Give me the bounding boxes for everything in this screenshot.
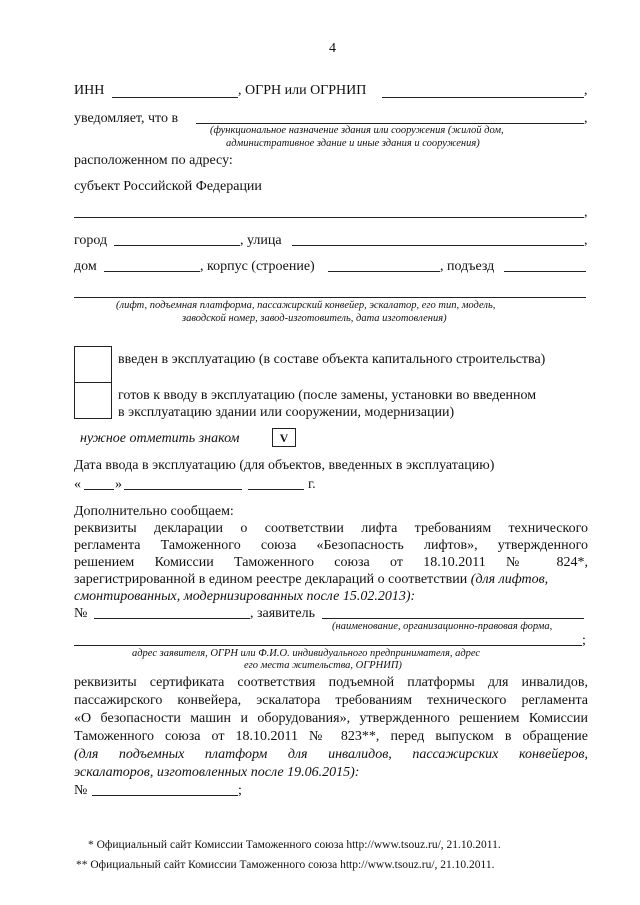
equipment-field[interactable] <box>74 297 586 298</box>
applicant-address-hint-2: его места жительства, ОГРНИП) <box>244 660 402 671</box>
street-field[interactable] <box>292 245 584 246</box>
applicant-label: , заявитель <box>250 606 315 621</box>
footnote-2-mark: ** <box>76 859 88 871</box>
footnote-1-text: Официальный сайт Комиссии Таможенного союза http://www.tsouz.ru/, 21.10.2011. <box>96 839 501 851</box>
certificate-line-4: Таможенного союза от 18.10.2011 № 823**, перед выпуском в обращение <box>74 729 588 744</box>
additional-heading: Дополнительно сообщаем: <box>74 504 234 519</box>
declaration-line-2: регламента Таможенного союза «Безопасность лифтов», утвержденного <box>74 538 588 553</box>
commissioning-day-field[interactable] <box>84 489 114 490</box>
mark-note: нужное отметить знаком <box>80 431 240 446</box>
entrance-field[interactable] <box>504 271 586 272</box>
certificate-line-6: эскалаторов, изготовленных после 19.06.2015): <box>74 765 360 780</box>
declaration-line-3: решением Комиссии Таможенного союза от 18.10.2011 № 824*, <box>74 555 588 570</box>
page-number: 4 <box>329 41 336 56</box>
certificate-line-5: (для подъемных платформ для инвалидов, пассажирских конвейеров, <box>74 747 588 762</box>
declaration-number-label: № <box>74 606 88 621</box>
mark-sample-box <box>272 428 296 447</box>
declaration-line-5: смонтированных, модернизированных после 15.02.2013): <box>74 589 416 604</box>
subject-comma: , <box>584 205 588 220</box>
declaration-line-1: реквизиты декларации о соответствии лифта требованиям технического <box>74 521 588 536</box>
certificate-line-2: пассажирского конвейера, эскалатора требованиям технического регламента <box>74 693 588 708</box>
certificate-semicolon: ; <box>238 783 242 798</box>
applicant-address-field[interactable] <box>74 645 582 646</box>
commissioning-year-field[interactable] <box>248 489 304 490</box>
checkbox-ready[interactable] <box>74 382 112 419</box>
year-suffix: г. <box>308 477 316 492</box>
applicant-address-hint-1: адрес заявителя, ОГРН или Ф.И.О. индивидуального предпринимателя, адрес <box>132 648 481 659</box>
house-field[interactable] <box>104 271 200 272</box>
building-purpose-field[interactable] <box>196 123 584 124</box>
address-label: расположенном по адресу: <box>74 153 233 168</box>
declaration-line-4-italic: (для лифтов, <box>470 572 549 587</box>
notifies-comma: , <box>584 111 588 126</box>
notifies-label: уведомляет, что в <box>74 111 179 126</box>
ogrn-field[interactable] <box>382 97 584 98</box>
subject-label: субъект Российской Федерации <box>74 179 262 194</box>
entrance-label: , подъезд <box>440 259 495 274</box>
house-label: дом <box>74 259 97 274</box>
quote-open: « <box>74 477 81 492</box>
equipment-hint-1: (лифт, подъемная платформа, пассажирский конвейер, эскалатор, его тип, модель, <box>116 300 496 311</box>
quote-close: » <box>115 477 122 492</box>
applicant-semicolon: ; <box>582 633 586 648</box>
commissioning-month-field[interactable] <box>124 489 242 490</box>
street-comma: , <box>584 233 588 248</box>
option-commissioned: введен в эксплуатацию (в составе объекта капитального строительства) <box>118 352 546 367</box>
declaration-line-4-plain: зарегистрированной в едином реестре деклараций о соответствии <box>74 572 468 587</box>
street-label: , улица <box>240 233 282 248</box>
equipment-hint-2: заводской номер, завод-изготовитель, дата изготовления) <box>182 313 447 324</box>
building-field[interactable] <box>328 271 440 272</box>
subject-field[interactable] <box>74 217 584 218</box>
footnote-1-mark: * <box>88 839 94 851</box>
applicant-field[interactable] <box>322 618 584 619</box>
building-purpose-hint-2: административное здание и иные здания и сооружения) <box>226 138 480 149</box>
ogrn-label: , ОГРН или ОГРНИП <box>238 83 367 98</box>
footnote-2-text: Официальный сайт Комиссии Таможенного союза http://www.tsouz.ru/, 21.10.2011. <box>90 859 495 871</box>
inn-row-comma: , <box>584 83 588 98</box>
inn-field[interactable] <box>112 97 238 98</box>
building-purpose-hint-1: (функциональное назначение здания или сооружения (жилой дом, <box>210 125 504 136</box>
declaration-number-field[interactable] <box>94 618 250 619</box>
city-field[interactable] <box>114 245 240 246</box>
certificate-line-3: «О безопасности машин и оборудования», утвержденного решением Комиссии <box>74 711 588 726</box>
footnote-1 <box>88 837 501 854</box>
inn-label: ИНН <box>74 83 105 98</box>
checkbox-commissioned[interactable] <box>74 346 112 383</box>
city-label: город <box>74 233 108 248</box>
building-label: , корпус (строение) <box>200 259 315 274</box>
certificate-line-1: реквизиты сертификата соответствия подъемной платформы для инвалидов, <box>74 675 588 690</box>
option-ready-1: готов к вводу в эксплуатацию (после замены, установки во введенном <box>118 388 537 403</box>
declaration-line-4 <box>74 571 548 588</box>
certificate-number-label: № <box>74 783 88 798</box>
footnote-2 <box>76 857 495 874</box>
commissioning-label: Дата ввода в эксплуатацию (для объектов, введенных в эксплуатацию) <box>74 458 495 473</box>
applicant-hint: (наименование, организационно-правовая форма, <box>332 621 553 632</box>
certificate-number-field[interactable] <box>92 795 238 796</box>
mark-symbol: V <box>279 431 289 445</box>
option-ready-2: в эксплуатацию здании или сооружении, модернизации) <box>118 405 455 420</box>
